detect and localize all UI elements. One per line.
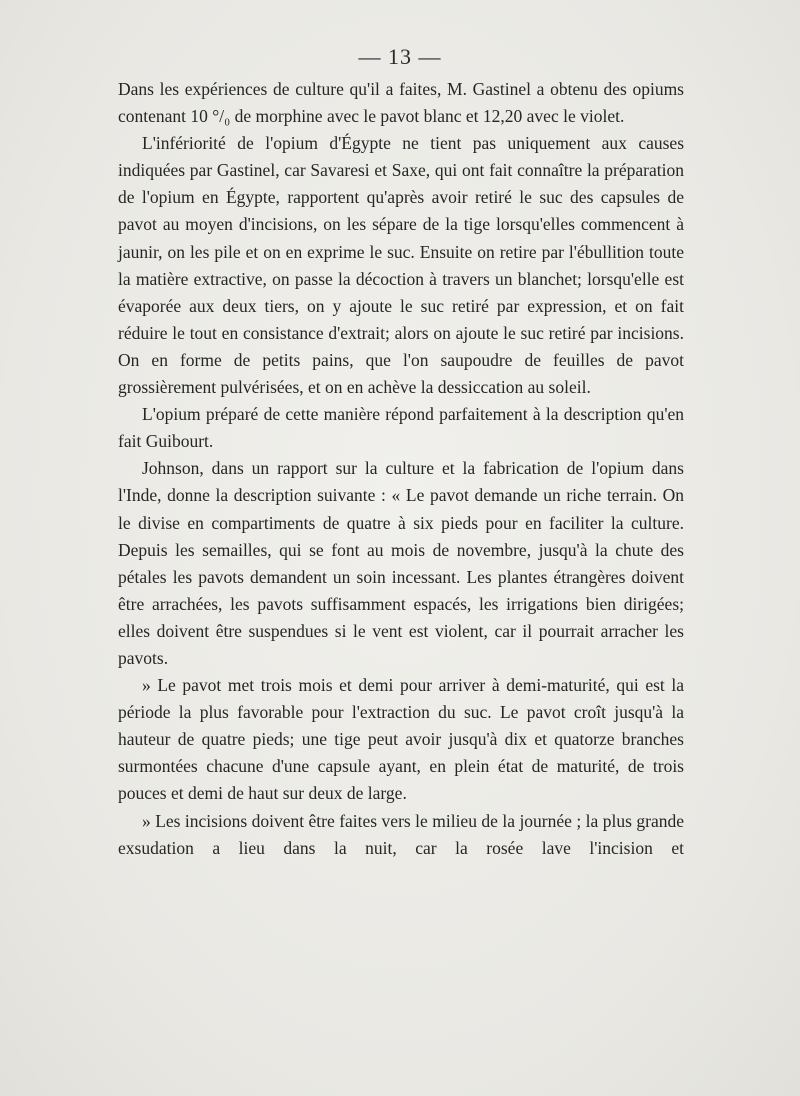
paragraph-culture-experiments: Dans les expériences de culture qu'il a faites, M. Gastinel a obtenu des opiums contenant 10 °/₀ de morphine avec le pavot blanc et 12,20 avec le violet. [118, 79, 684, 127]
paragraph-johnson-report: Johnson, dans un rapport sur la culture et la fabrication de l'opium dans l'Inde, donne la description suivante : « Le pavot demande un riche terrain. On le divise en compartiments de quatre à six pieds pour en faciliter la culture. Depuis les semailles, qui se font au mois de novembre, jusqu'à la chute des pétales les pavots demandent un soin incessant. Les plantes étrangères doivent être arrachées, les pavots suffisamment espacés, les irrigations bien dirigées; elles doivent être suspendues si le vent est violent, car il pourrait arracher les pavots. [118, 458, 684, 668]
paragraph-guibourt: L'opium préparé de cette manière répond parfaitement à la description qu'en fait Guibourt. [118, 404, 684, 452]
page-number: — 13 — [358, 44, 442, 69]
paragraph-egypt-opium: L'infériorité de l'opium d'Égypte ne tient pas uniquement aux causes indiquées par Gastinel, car Savaresi et Saxe, qui ont fait connaître la préparation de l'opium en Égypte, rapportent qu'après avoir retiré le suc des capsules de pavot au moyen d'incisions, on les sépare de la tige lorsqu'elles commencent à jaunir, on les pile et on en exprime le suc. Ensuite on retire par l'ébullition toute la matière extractive, on passe la décoction à travers un blanchet; lorsqu'elle est évaporée aux deux tiers, on y ajoute le suc retiré par expression, et on fait réduire le tout en consistance d'extrait; alors on ajoute le suc retiré par incisions. On en forme de petits pains, que l'on saupoudre de feuilles de pavot grossièrement pulvérisées, et on en achève la dessiccation au soleil. [118, 133, 684, 398]
paragraph-pavot-maturity: » Le pavot met trois mois et demi pour arriver à demi-maturité, qui est la période la plus favorable pour l'extraction du suc. Le pavot croît jusqu'à la hauteur de quatre pieds; une tige peut avoir jusqu'à dix et quatorze branches surmontées chacune d'une capsule ayant, en plein état de maturité, de trois pouces et demi de haut sur deux de large. [118, 675, 684, 804]
body-text [118, 76, 684, 862]
paragraph-incisions: » Les incisions doivent être faites vers le milieu de la journée ; la plus grande exsudation a lieu dans la nuit, car la rosée lave l'incision et [118, 810, 684, 858]
